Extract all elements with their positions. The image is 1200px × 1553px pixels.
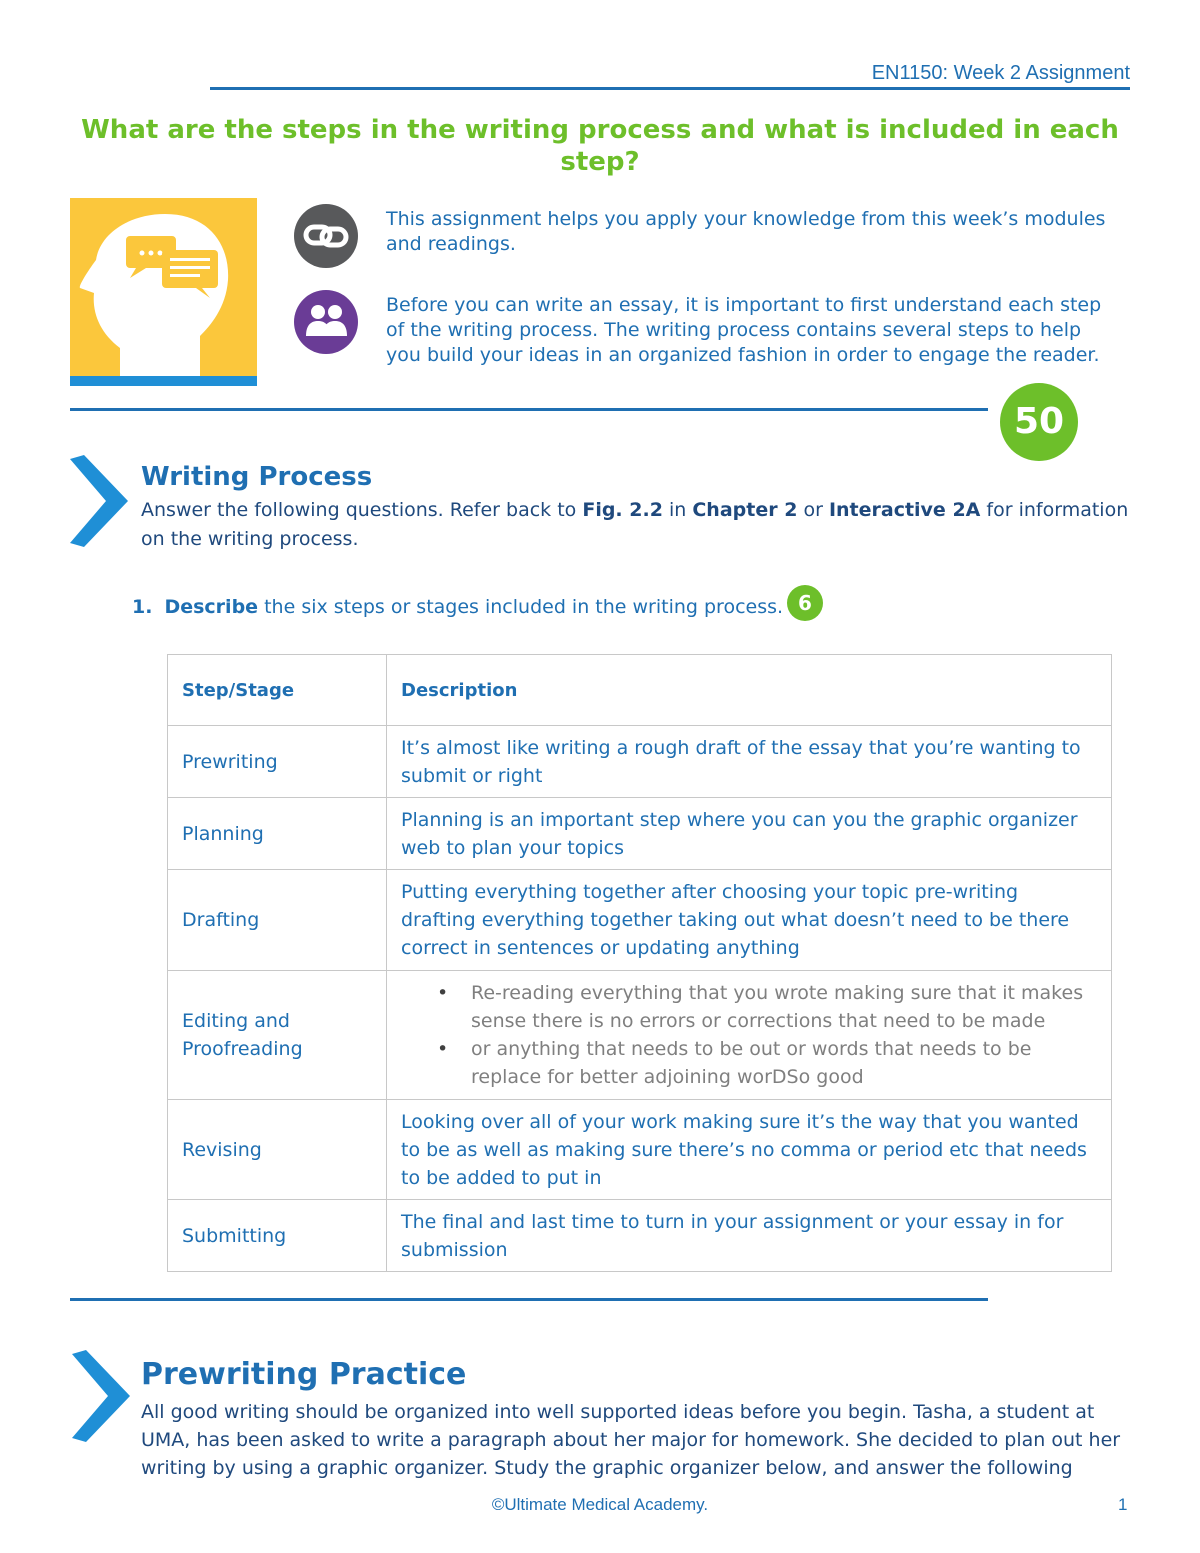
header-divider xyxy=(210,87,1130,90)
question-1 xyxy=(132,596,783,618)
description-cell: The final and last time to turn in your assignment or your essay in for submission xyxy=(387,1200,1112,1272)
total-points-badge: 50 xyxy=(1000,383,1078,461)
footer-copyright: ©Ultimate Medical Academy. xyxy=(491,1495,709,1514)
page-title: What are the steps in the writing process and what is included in each step? xyxy=(81,115,1119,177)
question-verb: Describe xyxy=(164,596,259,618)
description-cell: Looking over all of your work making sure it’s the way that you wanted to be as well as making sure there’s no comma or period etc that needs to be added to put in xyxy=(387,1100,1112,1200)
table-row xyxy=(168,798,1112,870)
list-item: • or anything that needs to be out or words that needs to be replace for better adjoining worDSo good xyxy=(437,1035,1097,1091)
step-cell: Editing and Proofreading xyxy=(168,971,387,1100)
instructions-text: in xyxy=(662,499,693,521)
hero-accent-bar xyxy=(70,376,257,386)
section-heading-writing-process: Writing Process xyxy=(141,462,373,492)
intro-paragraph-1: This assignment helps you apply your knowledge from this week’s modules and readings. xyxy=(386,208,1106,255)
step-cell: Revising xyxy=(168,1100,387,1200)
description-bullet-list xyxy=(401,979,1097,1091)
chevron-right-icon xyxy=(70,1350,132,1446)
chapter-reference: Chapter 2 xyxy=(692,499,798,521)
interactive-reference: Interactive 2A xyxy=(828,499,981,521)
people-icon xyxy=(294,290,358,354)
head-speech-bubbles-icon xyxy=(70,198,257,386)
chevron-right-icon xyxy=(68,455,130,551)
step-cell: Prewriting xyxy=(168,726,387,798)
writing-steps-table xyxy=(167,654,1112,1272)
list-item: • Re-reading everything that you wrote making sure that it makes sense there is no errors or corrections that need to be made xyxy=(437,979,1097,1035)
table-row xyxy=(168,1200,1112,1272)
link-icon xyxy=(294,204,358,268)
description-cell: Putting everything together after choosing your topic pre-writing drafting everything together taking out what doesn’t need to be there correct in sentences or updating anything xyxy=(387,870,1112,971)
description-cell xyxy=(387,971,1112,1100)
section-divider xyxy=(70,408,988,411)
column-header-description: Description xyxy=(387,655,1112,726)
step-cell: Drafting xyxy=(168,870,387,971)
table-row xyxy=(168,726,1112,798)
table-row xyxy=(168,1100,1112,1200)
description-cell: Planning is an important step where you can you the graphic organizer web to plan your topics xyxy=(387,798,1112,870)
instructions-text: for information on the writing process. xyxy=(141,499,1129,550)
page-number: 1 xyxy=(1118,1495,1128,1514)
intro-paragraph-2: Before you can write an essay, it is important to first understand each step of the writing process. The writing process contains several steps to help you build your ideas in an organized fashion in order to engage the reader. xyxy=(386,294,1102,366)
prewriting-practice-body: All good writing should be organized into well supported ideas before you begin. Tasha, a student at UMA, has been asked to write a paragraph about her major for homework. She decided to plan out her writing by using a graphic organizer. Study the graphic organizer below, and answer the following xyxy=(141,1401,1121,1479)
instructions-text: Answer the following questions. Refer back to xyxy=(141,499,583,521)
description-cell: It’s almost like writing a rough draft of the essay that you’re wanting to submit or right xyxy=(387,726,1112,798)
step-cell: Submitting xyxy=(168,1200,387,1272)
section-heading-prewriting-practice: Prewriting Practice xyxy=(141,1357,467,1392)
column-header-step: Step/Stage xyxy=(168,655,387,726)
fig-reference: Fig. 2.2 xyxy=(582,499,663,521)
question-points-badge: 6 xyxy=(787,585,823,621)
writing-process-instructions xyxy=(141,496,1131,554)
table-header-row xyxy=(168,655,1112,726)
question-number: 1. xyxy=(132,596,153,618)
question-text: the six steps or stages included in the writing process. xyxy=(258,596,784,618)
section-divider xyxy=(70,1298,988,1301)
step-cell: Planning xyxy=(168,798,387,870)
instructions-text: or xyxy=(797,499,829,521)
table-row xyxy=(168,971,1112,1100)
document-header-title: EN1150: Week 2 Assignment xyxy=(871,62,1130,84)
table-row xyxy=(168,870,1112,971)
